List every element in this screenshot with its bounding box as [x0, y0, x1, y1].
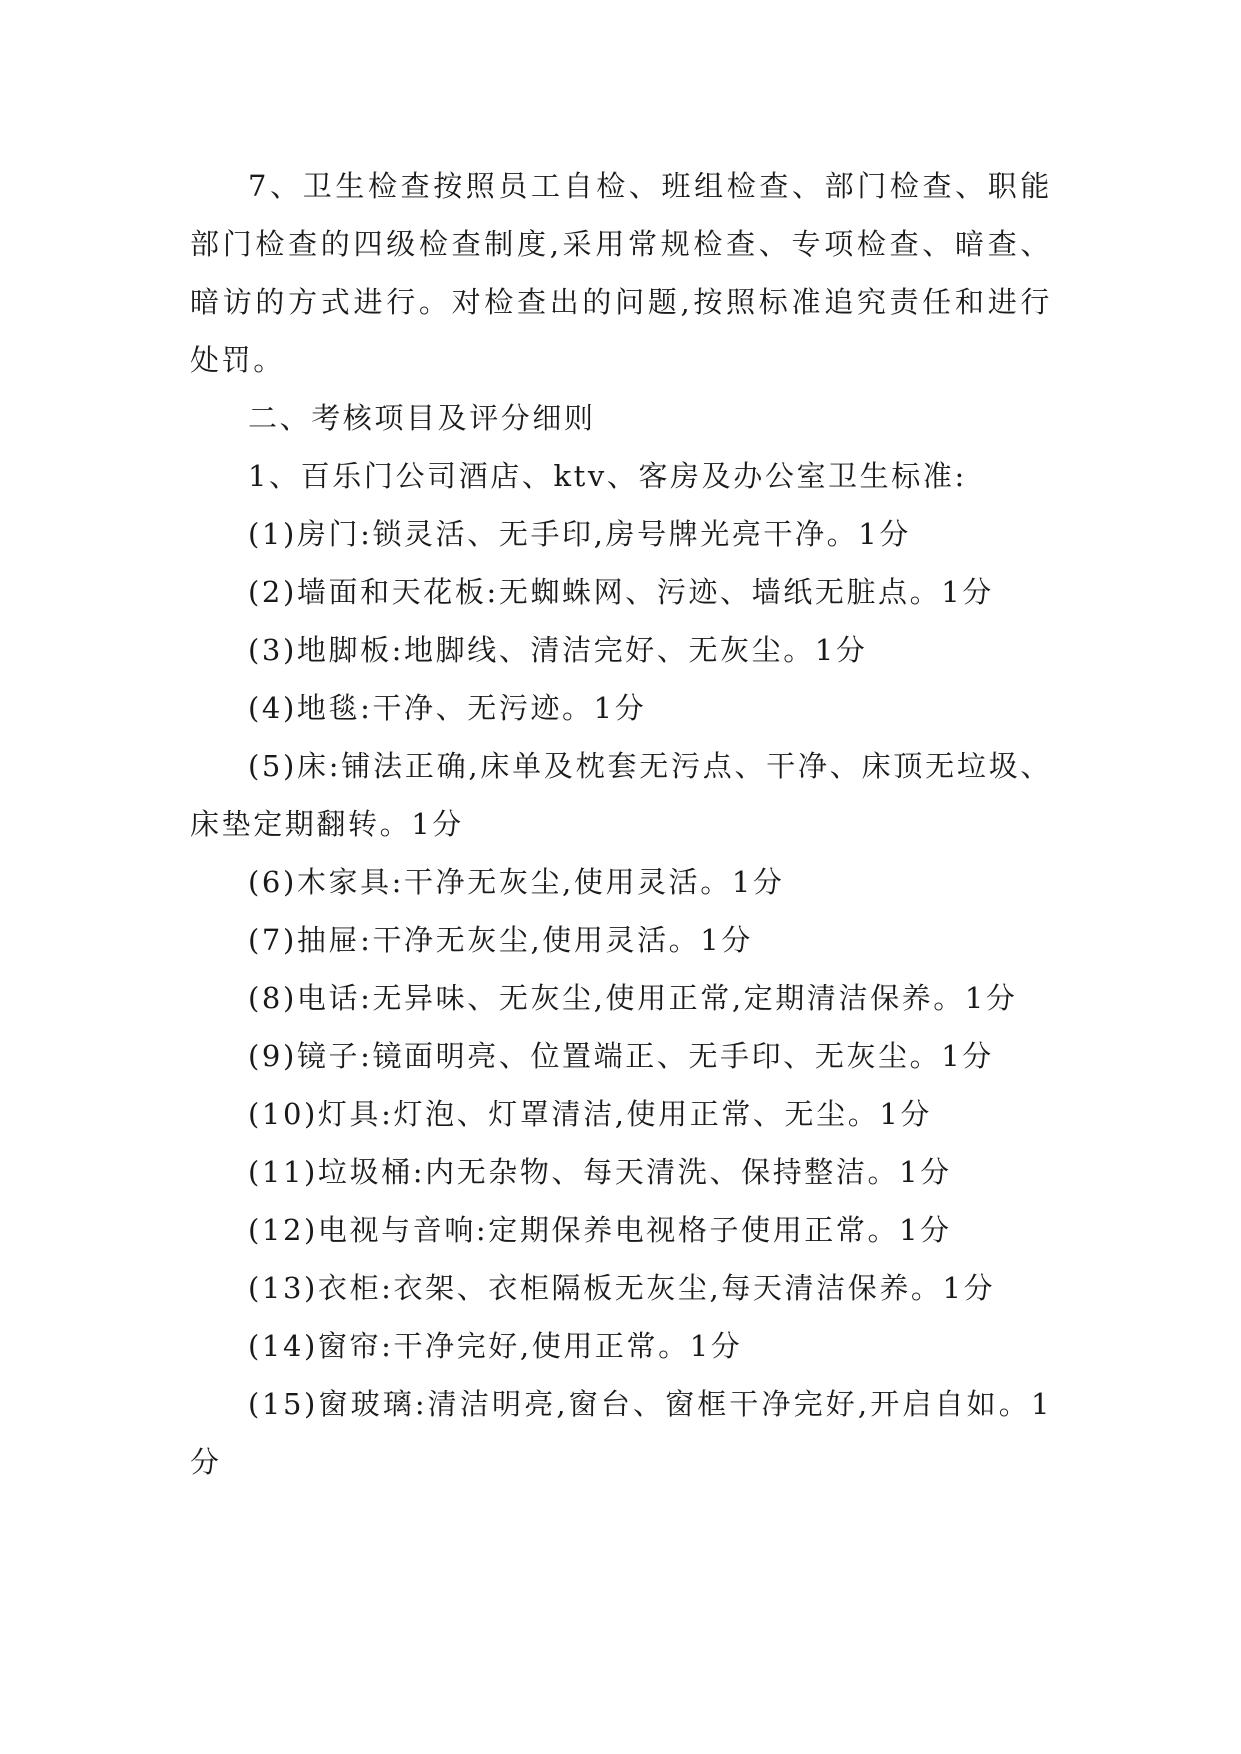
list-item-bed: (5)床:铺法正确,床单及枕套无污点、干净、床顶无垃圾、床垫定期翻转。1分 [190, 749, 1052, 841]
paragraph-hygiene-standard-intro: 1、百乐门公司酒店、ktv、客房及办公室卫生标准: [248, 459, 967, 493]
list-item-tv-audio: (12)电视与音响:定期保养电视格子使用正常。1分 [248, 1213, 952, 1247]
document-body [190, 157, 1052, 1491]
list-item-wood-furniture: (6)木家具:干净无灰尘,使用灵活。1分 [248, 865, 785, 899]
list-item-baseboard: (3)地脚板:地脚线、清洁完好、无灰尘。1分 [248, 633, 868, 667]
list-item-mirror: (9)镜子:镜面明亮、位置端正、无手印、无灰尘。1分 [248, 1039, 994, 1073]
list-item-trash-bin: (11)垃圾桶:内无杂物、每天清洗、保持整洁。1分 [248, 1155, 952, 1189]
list-item-telephone: (8)电话:无异味、无灰尘,使用正常,定期清洁保养。1分 [248, 981, 1018, 1015]
list-item-curtain: (14)窗帘:干净完好,使用正常。1分 [248, 1329, 743, 1363]
list-item-wardrobe: (13)衣柜:衣架、衣柜隔板无灰尘,每天清洁保养。1分 [248, 1271, 996, 1305]
section-heading-assessment: 二、考核项目及评分细则 [248, 401, 596, 435]
list-item-carpet: (4)地毯:干净、无污迹。1分 [248, 691, 647, 725]
list-item-lighting: (10)灯具:灯泡、灯罩清洁,使用正常、无尘。1分 [248, 1097, 932, 1131]
list-item-window-glass: (15)窗玻璃:清洁明亮,窗台、窗框干净完好,开启自如。1分 [190, 1387, 1052, 1479]
list-item-door: (1)房门:锁灵活、无手印,房号牌光亮干净。1分 [248, 517, 911, 551]
list-item-wall-ceiling: (2)墙面和天花板:无蜘蛛网、污迹、墙纸无脏点。1分 [248, 575, 994, 609]
list-item-drawer: (7)抽屉:干净无灰尘,使用灵活。1分 [248, 923, 753, 957]
paragraph-inspection-rule: 7、卫生检查按照员工自检、班组检查、部门检查、职能部门检查的四级检查制度,采用常规检查、专项检查、暗查、暗访的方式进行。对检查出的问题,按照标准追究责任和进行处罚。 [190, 169, 1052, 377]
